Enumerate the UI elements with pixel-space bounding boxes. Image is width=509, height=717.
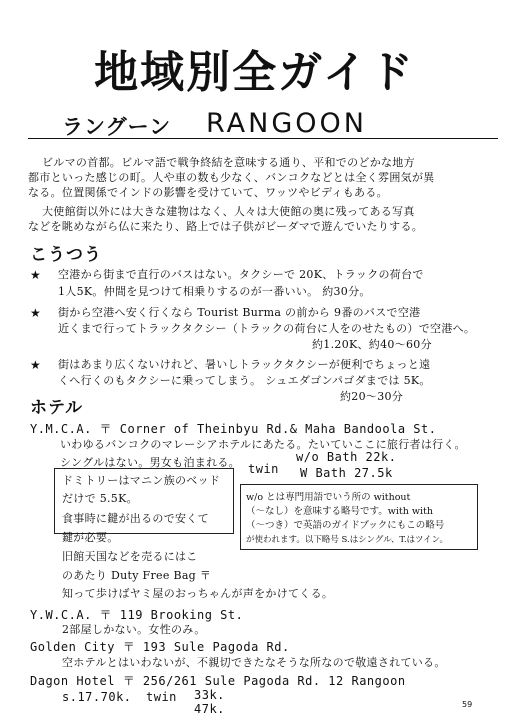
intro-line: 大使館街以外には大きな建物はなく、人々は大使館の奥に残ってある写真 [42,205,415,218]
transport-line: くへ行くのもタクシーに乗ってしまう。 シュエダゴンパゴダまでは 5K。 [58,374,431,387]
hotel-ymca-line: 知って歩けばヤミ屋のおっちゃんが声をかけてくる。 [62,587,334,600]
page-number: 59 [462,700,473,709]
hotel-ymca-header: Y.M.C.A. 〒 Corner of Theinbyu Rd.& Maha Bandoola St. [30,422,437,436]
section-heading-transport: こうつう [30,245,102,265]
hotel-ymca-desc: 食事時に鍵が出るので安くて [62,512,209,525]
transport-line: 街から空港へ安く行くなら Tourist Burma の前から 9番のバスで空港 [58,306,421,319]
transport-line: 1人5K。仲間を見つけて相乗りするのが一番いい。 約30分。 [58,285,371,298]
hotel-golden-city-line: 空ホテルとはいわないが、不親切できたなそうな所なので敬遠されている。 [62,656,446,669]
hotel-dagon-rate-twin: 33k. [194,688,225,702]
bullet-star-icon: ★ [30,358,41,372]
subtitle-english: RANGOON [206,108,367,139]
abbreviation-note-line: が使われます。以下略号 S.はシングル、T.はツイン。 [246,535,448,545]
hotel-ymca-dorm: ドミトリーはマニン族のベッド [62,474,221,487]
hotel-dagon-rate-single: s.17.70k. [62,690,132,704]
ymca-rate: W Bath 27.5k [300,466,393,480]
title-underline [28,138,498,139]
abbreviation-note-line: （〜つき）で英語のガイドブックにもこの略号 [246,520,445,531]
transport-line: 空港から街まで直行のバスはない。タクシーで 20K、トラックの荷台で [58,268,424,281]
ymca-rate: w/o Bath 22k. [296,450,397,464]
abbreviation-note-line: w/o とは専門用語でいう所の without [246,492,411,503]
intro-line: などを眺めながら仏に来たり、路上では子供がビーダマで遊んでいたりする。 [28,220,424,233]
transport-note: 約1.20K、約40〜60分 [312,338,432,351]
hotel-ymca-line: シングルはない。男女も泊まれる。 [60,456,240,469]
hotel-ywca-header: Y.W.C.A. 〒 119 Brooking St. [30,608,244,622]
intro-line: 都市といった感じの町。人や車の数も少なく、バンコクなどとは全く雰囲気が異 [28,171,435,184]
bullet-star-icon: ★ [30,268,41,282]
hotel-ymca-desc: 鍵が必要。 [62,531,119,544]
transport-note: 約20〜30分 [340,390,404,403]
bullet-star-icon: ★ [30,306,41,320]
hotel-dagon-twin-label: twin [146,690,177,704]
hotel-dagon-header: Dagon Hotel 〒 256/261 Sule Pagoda Rd. 12 Rangoon [30,674,406,688]
hotel-ymca-desc: のあたり Duty Free Bag 〒 [62,569,212,582]
subtitle-japanese: ラングーン [62,115,172,139]
ymca-twin-label: twin [248,462,279,476]
hotel-ymca-dorm: だけで 5.5K。 [62,492,138,505]
hotel-golden-city-header: Golden City 〒 193 Sule Pagoda Rd. [30,640,290,654]
section-heading-hotel: ホテル [30,398,84,418]
abbreviation-note-line: （〜なし）を意味する略号です。with with [246,506,433,517]
hotel-dagon-rate-twin: 47k. [194,702,225,716]
intro-line: なる。位置関係でインドの影響を受けていて、ワッツやビディもある。 [28,186,388,199]
hotel-ymca-line: いわゆるバンコクのマレーシアホテルにあたる。たいていここに旅行者は行く。 [60,438,466,451]
intro-line: ビルマの首都。ビルマ語で戦争終結を意味する通り、平和でのどかな地方 [42,156,415,169]
transport-line: 近くまで行ってトラックタクシー（トラックの荷台に人をのせたもの）で空港へ。 [58,322,476,335]
hotel-ywca-line: 2部屋しかない。女性のみ。 [62,623,206,636]
transport-line: 街はあまり広くないけれど、暑いしトラックタクシーが便利でちょっと遠 [58,358,431,371]
hotel-ymca-desc: 旧館天国などを売るにはこ [62,550,198,563]
page-title: 地域別全ガイド [94,47,415,98]
